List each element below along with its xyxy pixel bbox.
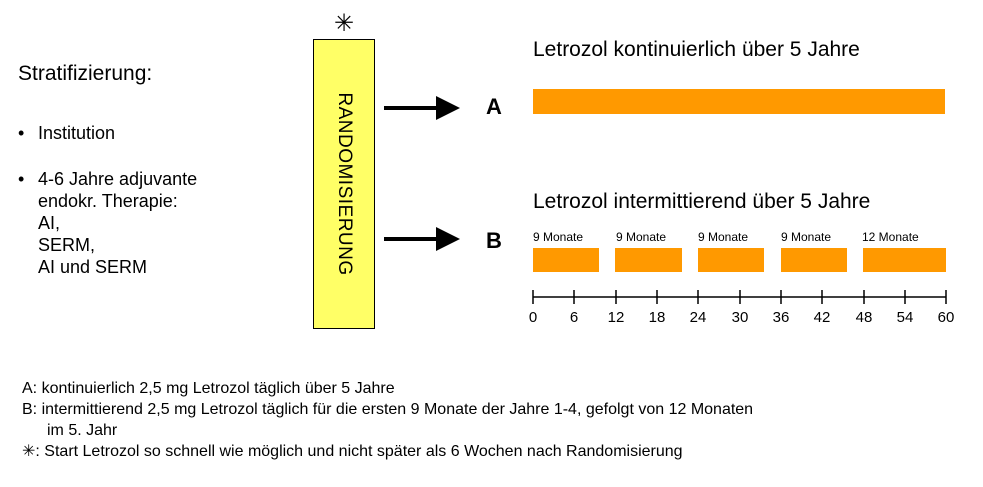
- arm-a-bar: [533, 89, 945, 114]
- footnote-b: B: intermittierend 2,5 mg Letrozol täglich für die ersten 9 Monate der Jahre 1-4, gefolgt von 12 Monaten: [22, 401, 754, 418]
- tick-label: 48: [855, 309, 873, 326]
- footnote-star-text: : Start Letrozol so schnell wie möglich und nicht später als 6 Wochen nach Randomisierung: [35, 443, 683, 460]
- stratification-list: [16, 122, 197, 302]
- tick-label: 30: [731, 309, 749, 326]
- tick-label: 18: [648, 309, 666, 326]
- stratification-title: Stratifizierung:: [18, 62, 153, 85]
- segment-label: 9 Monate: [781, 230, 832, 244]
- list-item-text: 4-6 Jahre adjuvante: [38, 169, 198, 189]
- arm-b-segment: [863, 248, 946, 272]
- segment-label: 12 Monate: [862, 230, 919, 244]
- tick-label: 54: [896, 309, 914, 326]
- tick-label: 36: [772, 309, 790, 326]
- list-item-text: endokr. Therapie:: [38, 191, 178, 211]
- arm-a-letter: A: [486, 94, 502, 119]
- randomization-label: RANDOMISIERUNG: [334, 92, 355, 276]
- tick-label: 12: [607, 309, 625, 326]
- asterisk-icon: ✳: [22, 443, 36, 460]
- arrow-a-icon: [380, 88, 462, 128]
- tick-label: 6: [569, 309, 579, 326]
- segment-label: 9 Monate: [698, 230, 749, 244]
- randomization-box: [313, 39, 375, 329]
- footnote-b-continued: im 5. Jahr: [47, 422, 118, 439]
- list-item-text: SERM,: [38, 235, 96, 255]
- arm-b-segment: [533, 248, 599, 272]
- footnotes: [22, 378, 753, 462]
- arm-a-title: Letrozol kontinuierlich über 5 Jahre: [533, 38, 860, 61]
- tick-label: 42: [813, 309, 831, 326]
- footnote-a: A: kontinuierlich 2,5 mg Letrozol täglich über 5 Jahre: [22, 380, 395, 397]
- arm-b-segment: [781, 248, 847, 272]
- list-item: [16, 168, 197, 278]
- tick-label: 60: [937, 309, 955, 326]
- timeline-tick-labels: [520, 306, 970, 328]
- segment-label: 9 Monate: [616, 230, 667, 244]
- tick-label: 24: [689, 309, 707, 326]
- list-item-text: AI,: [38, 213, 61, 233]
- bullet-icon: •: [18, 169, 25, 189]
- tick-label: 0: [528, 309, 538, 326]
- bullet-icon: •: [18, 123, 25, 143]
- arm-b-letter: B: [486, 228, 502, 253]
- list-item-text: AI und SERM: [38, 257, 148, 277]
- asterisk-icon: ✳: [334, 10, 355, 37]
- arm-b-title: Letrozol intermittierend über 5 Jahre: [533, 190, 871, 213]
- timeline-axis: [520, 286, 960, 308]
- footnote-star: [22, 441, 753, 462]
- segment-label: 9 Monate: [533, 230, 584, 244]
- list-item-text: Institution: [38, 123, 116, 143]
- arm-b-segment: [615, 248, 682, 272]
- arm-b-segment: [698, 248, 764, 272]
- arrow-b-icon: [380, 219, 462, 259]
- list-item: [16, 122, 197, 144]
